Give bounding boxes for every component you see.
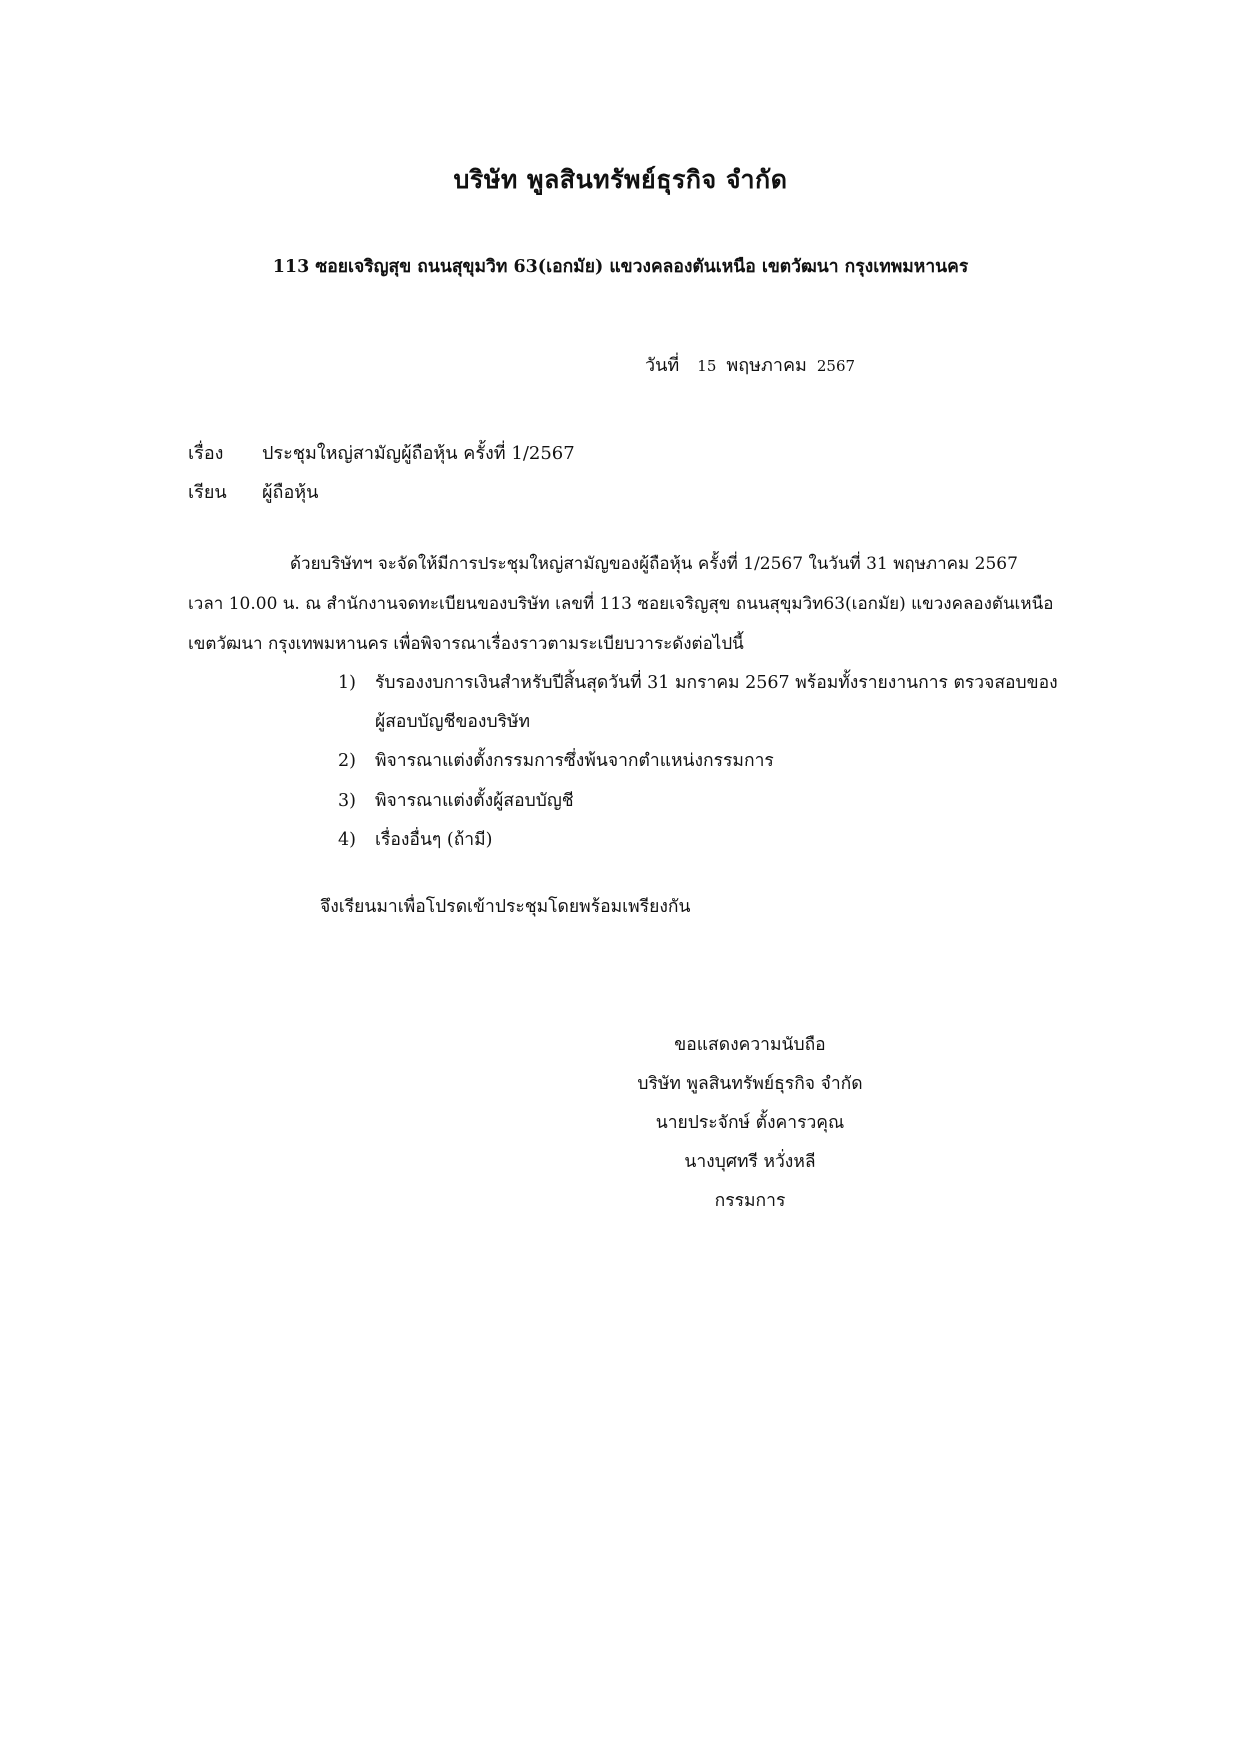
agenda-item [338,746,774,774]
signature-signer: นายประจักษ์ ตั้งคารวคุณ [655,1113,845,1133]
subject-label: เรื่อง [188,443,224,464]
signature-signer: นางบุศทรี หวั่งหลี [684,1152,816,1172]
company-address: 113 ซอยเจริญสุข ถนนสุขุมวิท 63(เอกมัย) แขวงคลองตันเหนือ เขตวัฒนา กรุงเทพมหานคร [272,257,969,277]
agenda-text: พิจารณาแต่งตั้งกรรมการซึ่งพ้นจากตำแหน่งกรรมการ [375,751,774,771]
agenda-text: เรื่องอื่นๆ (ถ้ามี) [375,830,493,850]
body-paragraph-line: เวลา 10.00 น. ณ สำนักงานจดทะเบียนของบริษัท เลขที่ 113 ซอยเจริญสุข ถนนสุขุมวิท63(เอกมัย) แขวงคลองตันเหนือ [188,594,1054,614]
agenda-number: 3) [338,791,356,811]
subject-line [188,438,575,467]
agenda-number: 1) [338,673,356,693]
recipient-value: ผู้ถือหุ้น [262,482,319,503]
date-year: 2567 [816,357,856,375]
agenda-item [338,668,1058,696]
body-paragraph-line: เขตวัฒนา กรุงเทพมหานคร เพื่อพิจารณาเรื่องราวตามระเบียบวาระดังต่อไปนี้ [188,634,744,654]
agenda-item-continuation: ผู้สอบบัญชีของบริษัท [375,712,531,732]
agenda-text: พิจารณาแต่งตั้งผู้สอบบัญชี [375,791,574,811]
agenda-text: รับรองงบการเงินสำหรับปีสิ้นสุดวันที่ 31 มกราคม 2567 พร้อมทั้งรายงานการ ตรวจสอบของ [375,673,1058,693]
date-month: พฤษภาคม [726,355,807,376]
subject-value: ประชุมใหญ่สามัญผู้ถือหุ้น ครั้งที่ 1/2567 [262,443,575,464]
agenda-item [338,786,574,814]
agenda-number: 4) [338,830,356,850]
recipient-label: เรียน [188,482,227,503]
date-day: 15 [697,357,717,375]
recipient-line [188,477,318,506]
agenda-number: 2) [338,751,356,771]
date-label: วันที่ [645,355,680,376]
signature-position: กรรมการ [714,1191,786,1211]
signature-company: บริษัท พูลสินทรัพย์ธุรกิจ จำกัด [637,1074,863,1094]
closing-sentence: จึงเรียนมาเพื่อโปรดเข้าประชุมโดยพร้อมเพรียงกัน [320,897,691,917]
agenda-item [338,825,492,853]
company-name-heading: บริษัท พูลสินทรัพย์ธุรกิจ จำกัด [453,165,788,194]
body-paragraph-line: ด้วยบริษัทฯ จะจัดให้มีการประชุมใหญ่สามัญของผู้ถือหุ้น ครั้งที่ 1/2567 ในวันที่ 31 พฤษภาคม 2567 [290,554,1018,574]
signature-regards: ขอแสดงความนับถือ [674,1035,826,1055]
letter-date [645,350,855,379]
